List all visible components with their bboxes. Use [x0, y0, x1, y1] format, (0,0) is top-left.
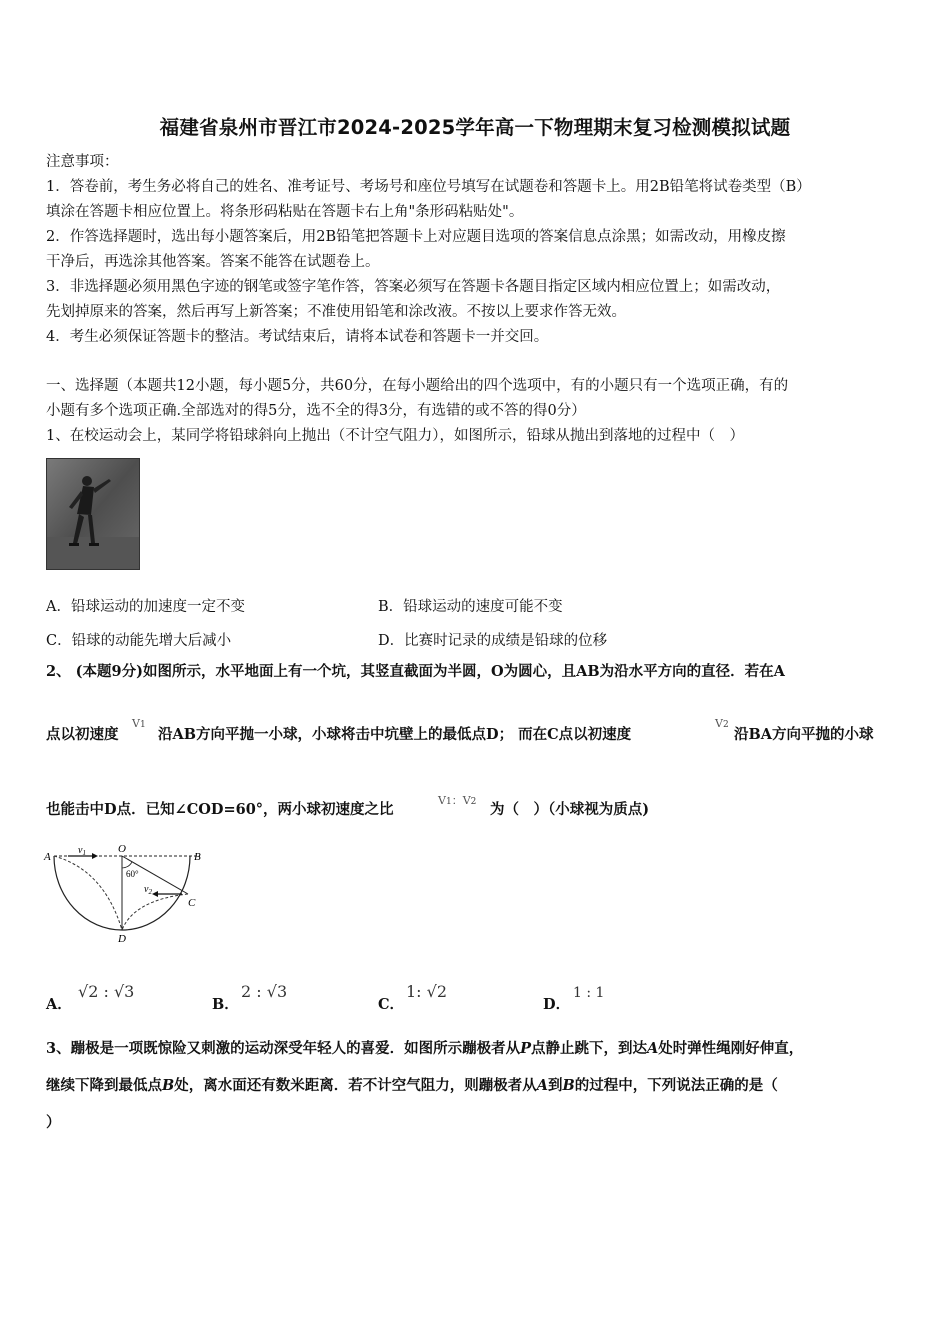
q3-line-2: 继续下降到最低点B处，离水面还有数米距离．若不计空气阻力，则蹦极者从A到B的过程中，下列说法正确的是（	[46, 1077, 778, 1094]
q2-option-d-label: D．	[543, 996, 571, 1013]
notice-line-5: 3．非选择题必须用黑色字迹的钢笔或签字笔作答，答案必须写在答题卡各题目指定区域内相应位置上；如需改动，	[46, 279, 781, 295]
diagram-label-o: O	[118, 843, 126, 855]
shot-put-photo	[46, 458, 140, 570]
diagram-label-b: B	[194, 851, 201, 863]
q2-v2-symbol: V2	[715, 717, 729, 730]
diagram-angle-label: 60°	[126, 869, 139, 879]
q3-line-1: 3、蹦极是一项既惊险又刺激的运动深受年轻人的喜爱．如图所示蹦极者从P点静止跳下，到达A处时弹性绳刚好伸直，	[46, 1040, 804, 1057]
notice-line-1: 1．答卷前，考生务必将自己的姓名、准考证号、考场号和座位号填写在试题卷和答题卡上。用2B铅笔将试卷类型（B）	[46, 179, 811, 195]
diagram-v2-label: $v_2$	[144, 884, 152, 896]
q1-option-d: D．比赛时记录的成绩是铅球的位移	[378, 633, 608, 649]
q2-line-2b: 沿AB方向平抛一小球，小球将击中坑壁上的最低点D； 而在C点以初速度	[158, 726, 632, 743]
q2-option-b-label: B．	[212, 996, 239, 1013]
notice-line-6: 先划掉原来的答案，然后再写上新答案；不准使用铅笔和涂改液。不按以上要求作答无效。	[46, 304, 626, 320]
pit-diagram	[40, 840, 210, 950]
q2-line-2a: 点以初速度	[46, 726, 119, 743]
q2-option-c-label: C．	[378, 996, 405, 1013]
q1-option-c: C．铅球的动能先增大后减小	[46, 633, 232, 649]
q2-line-3b: 为（ ）（小球视为质点)	[490, 801, 650, 818]
q3-line-3: ）	[46, 1114, 61, 1131]
notice-heading: 注意事项：	[46, 154, 119, 170]
q1-option-a: A．铅球运动的加速度一定不变	[46, 599, 245, 615]
exam-title: 福建省泉州市晋江市2024-2025学年高一下物理期末复习检测模拟试题	[159, 116, 791, 139]
q1-option-b: B．铅球运动的速度可能不变	[378, 599, 563, 615]
diagram-label-d: D	[118, 933, 126, 945]
section-line-2: 小题有多个选项正确.全部选对的得5分，选不全的得3分，有选错的或不答的得0分）	[46, 403, 586, 419]
q2-line-1: 2、 (本题9分)如图所示，水平地面上有一个坑，其竖直截面为半圆，O为圆心，且AB为沿水平方向的直径．若在A	[46, 663, 785, 680]
section-line-1: 一、选择题（本题共12小题，每小题5分，共60分，在每小题给出的四个选项中，有的小题只有一个选项正确，有的	[46, 378, 789, 394]
notice-line-2: 填涂在答题卡相应位置上。将条形码粘贴在答题卡右上角"条形码粘贴处"。	[46, 204, 524, 220]
q2-option-d-math: 1 : 1	[573, 985, 605, 1001]
diagram-label-a: A	[44, 851, 51, 863]
notice-line-7: 4．考生必须保证答题卡的整洁。考试结束后，请将本试卷和答题卡一并交回。	[46, 329, 549, 345]
q2-v1-symbol: V1	[132, 717, 146, 730]
q1-stem: 1、在校运动会上，某同学将铅球斜向上抛出（不计空气阻力），如图所示，铅球从抛出到落地的过程中（ ）	[46, 428, 744, 444]
q2-option-c-math: 1: √2	[406, 982, 448, 1001]
diagram-label-c: C	[188, 897, 196, 909]
q2-line-2c: 沿BA方向平抛的小球	[734, 726, 874, 743]
q2-line-3a: 也能击中D点．已知∠COD=60°，两小球初速度之比	[46, 801, 394, 818]
notice-line-4: 干净后，再选涂其他答案。答案不能答在试题卷上。	[46, 254, 380, 270]
q2-option-a-math: √2 : √3	[78, 982, 135, 1001]
diagram-v1-label: $v_1$	[78, 845, 86, 857]
q2-ratio-symbol: V1：V2	[438, 794, 477, 807]
q2-option-b-math: 2 : √3	[241, 982, 288, 1001]
notice-line-3: 2．作答选择题时，选出每小题答案后，用2B铅笔把答题卡上对应题目选项的答案信息点涂黑；如需改动，用橡皮擦	[46, 229, 786, 245]
q2-option-a-label: A．	[46, 996, 72, 1013]
